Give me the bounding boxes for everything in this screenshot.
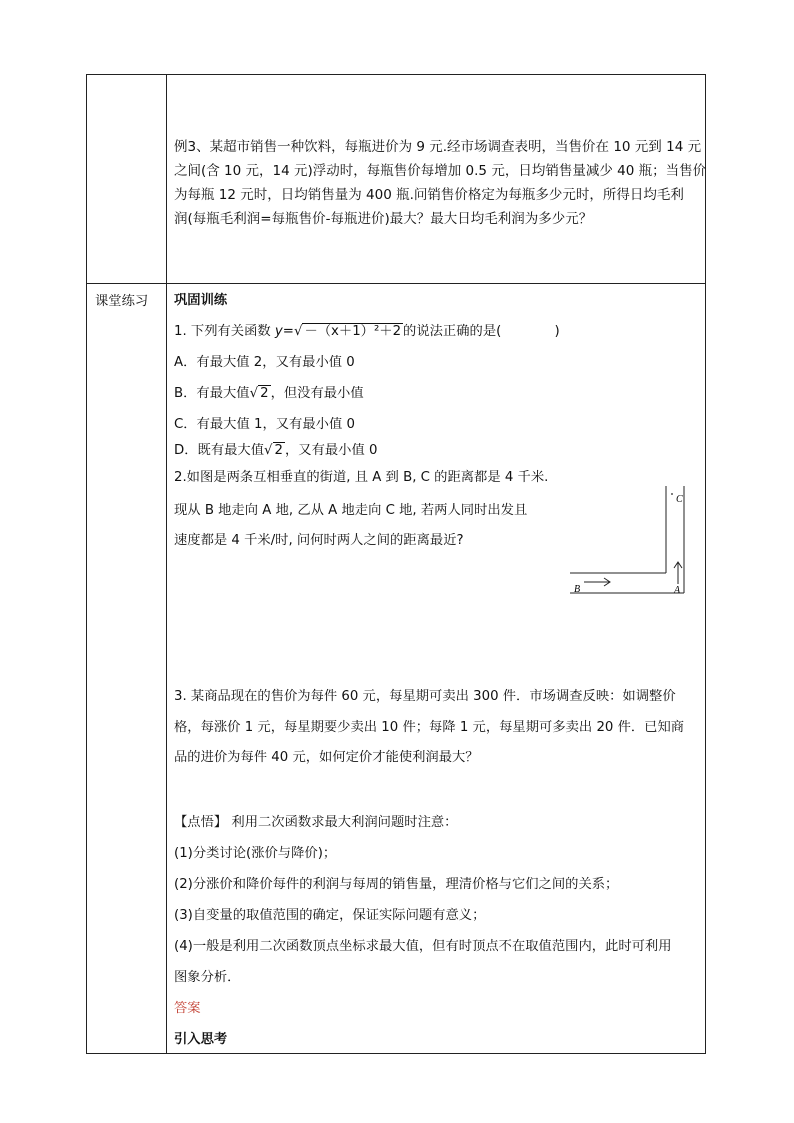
column-divider (166, 74, 167, 1054)
next-title: 引入思考 (174, 1032, 228, 1047)
q1-option-a (174, 352, 355, 374)
example-3 (174, 135, 707, 231)
option-radicand: 2 (260, 386, 269, 401)
label-a: A (674, 585, 681, 596)
q1-radicand: －（x＋1）²＋2 (304, 324, 402, 339)
option-text: A．有最大值 2，又有最小值 0 (174, 355, 355, 370)
sqrt-symbol: √ (293, 324, 303, 339)
example-3-line: 例3、某超市销售一种饮料，每瓶进价为 9 元.经市场调查表明，当售价在 10 元到 14 元 (174, 139, 702, 155)
street-figure (560, 478, 700, 600)
option-text-tail: ，又有最小值 0 (284, 443, 378, 458)
q1-option-c (174, 414, 355, 436)
option-text: B．有最大值 (174, 386, 250, 401)
q1-var-y: y (274, 324, 283, 339)
sqrt-symbol: √ (249, 386, 259, 401)
q1-suffix: 的说法正确的是( ) (403, 324, 560, 339)
option-text-tail: ，但没有最小值 (270, 386, 364, 401)
row-divider (86, 283, 706, 284)
point-c (671, 493, 673, 495)
q3-line: 品的进价为每件 40 元，如何定价才能使利润最大？ (174, 750, 479, 765)
answer-label: 答案 (174, 1001, 201, 1016)
section-title: 巩固训练 (174, 293, 228, 308)
example-3-line: 之间(含 10 元，14 元)浮动时，每瓶售价每增加 0.5 元，日均销售量减少 40 瓶；当售价 (174, 163, 707, 179)
q3-line: 格，每涨价 1 元，每星期要少卖出 10 件；每降 1 元，每星期可多卖出 20 件．已知商 (174, 720, 685, 735)
insight-item: 图象分析． (174, 970, 241, 985)
insight-item: (4)一般是利用二次函数顶点坐标求最大值，但有时顶点不在取值范围内，此时可利用 (174, 939, 672, 954)
label-b: B (574, 584, 581, 595)
q3-line: 3. 某商品现在的售价为每件 60 元，每星期可卖出 300 件．市场调查反映：如调整价 (174, 689, 676, 704)
question-1 (174, 321, 560, 343)
option-radicand: 2 (274, 443, 283, 458)
label-c: C (676, 494, 683, 505)
q1-equals: = (282, 324, 294, 339)
q1-option-b (174, 383, 364, 405)
insight-item: (2)分涨价和降价每件的利润与每周的销售量，理清价格与它们之间的关系； (174, 877, 619, 892)
q2-line: 2.如图是两条互相垂直的街道, 且 A 到 B, C 的距离都是 4 千米. (174, 470, 549, 485)
q2-line: 现从 B 地走向 A 地, 乙从 A 地走向 C 地, 若两人同时出发且 (174, 503, 528, 518)
option-text: D．既有最大值 (174, 443, 265, 458)
insight-item: (1)分类讨论(涨价与降价)； (174, 846, 337, 861)
q1-prefix: 1. 下列有关函数 (174, 324, 275, 339)
q2-line: 速度都是 4 千米/时, 问何时两人之间的距离最近? (174, 533, 464, 548)
option-text: C．有最大值 1，又有最小值 0 (174, 417, 355, 432)
sqrt-symbol: √ (264, 443, 273, 458)
insight-item: (3)自变量的取值范围的确定，保证实际问题有意义； (174, 908, 486, 923)
example-3-line: 为每瓶 12 元时，日均销售量为 400 瓶.问销售价格定为每瓶多少元时，所得日均毛利 (174, 187, 684, 203)
insight-head: 【点悟】 利用二次函数求最大利润问题时注意： (174, 815, 458, 830)
row-label: 课堂练习 (95, 294, 149, 309)
example-3-line: 润(每瓶毛利润=每瓶售价-每瓶进价)最大？最大日均毛利润为多少元？ (174, 211, 593, 227)
q1-option-d (174, 440, 377, 462)
